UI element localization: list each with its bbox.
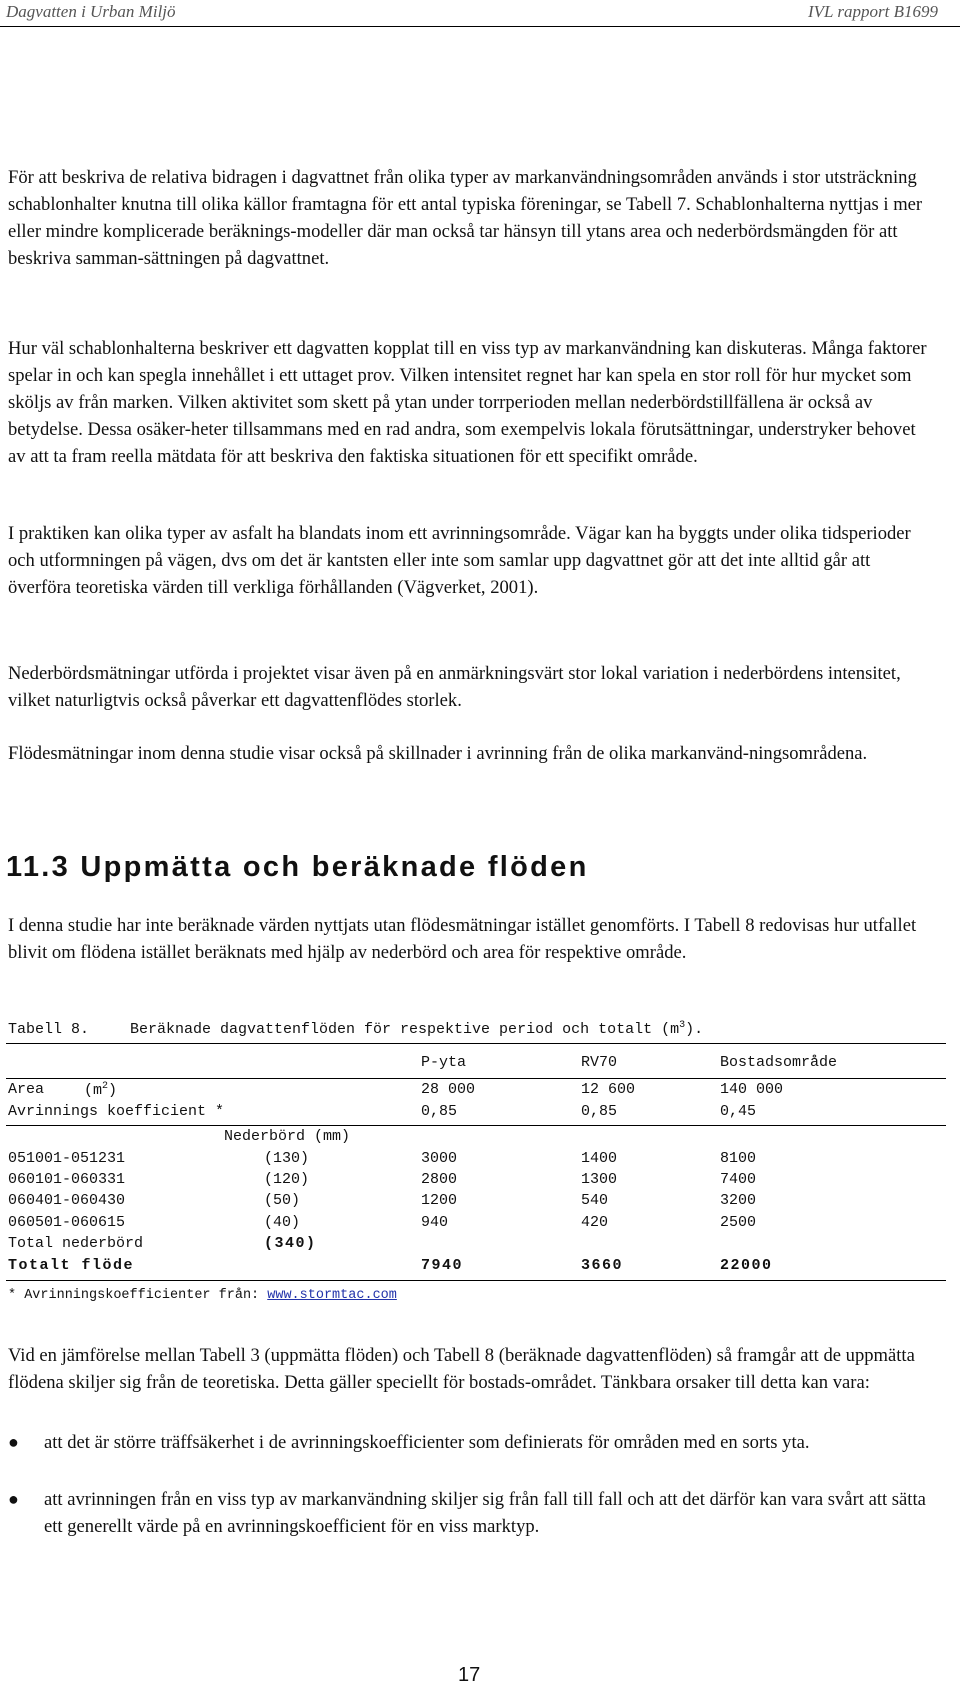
period-row-4: 060501-060615 — [8, 1214, 126, 1231]
bullet-item-2: att avrinningen från en viss typ av markanvändning skiljer sig från fall till fall och att det därför kan vara svårt att sätta ett generellt värde på en avrinningskoefficient för en viss marktyp. — [44, 1489, 926, 1537]
total-flow-p-yta: 7940 — [421, 1257, 464, 1274]
precip-row-2: (120) — [264, 1171, 310, 1188]
precip-header: Nederbörd (mm) — [224, 1128, 351, 1145]
total-flow-label: Totalt flöde — [8, 1257, 135, 1274]
paragraph-comparison: Vid en jämförelse mellan Tabell 3 (uppmätta flöden) och Tabell 8 (beräknade dagvattenflöden) så framgår att de uppmätta flödena skiljer sig från de teoretiska. Detta gäller speciellt för bostads-området. Tänkbara orsaker till detta kan vara: — [8, 1345, 915, 1393]
bostad-row-4: 2500 — [720, 1214, 757, 1231]
bostad-row-3: 3200 — [720, 1192, 757, 1209]
table-caption-end: ). — [685, 1021, 704, 1038]
total-flow-bostadsomrade: 22000 — [720, 1257, 773, 1274]
table-header-rule — [6, 1078, 946, 1079]
p-yta-row-4: 940 — [421, 1214, 449, 1231]
rv70-row-1: 1400 — [581, 1150, 618, 1167]
rv70-row-2: 1300 — [581, 1171, 618, 1188]
precip-row-1: (130) — [264, 1150, 310, 1167]
total-precip-value: (340) — [264, 1235, 317, 1252]
period-row-2: 060101-060331 — [8, 1171, 126, 1188]
table-caption-text: Beräknade dagvattenflöden för respektive period och totalt (m — [130, 1021, 680, 1038]
area-unit: $(m^2)$ — [84, 1081, 118, 1099]
paragraph-schablonhalter: För att beskriva de relativa bidragen i dagvattnet från olika typer av markanvändningsområden används i stor utsträckning schablonhalter knutna till olika källor framtagna för ett antal typiska föreningar, se Tabell 7. Schablonhalterna nyttjas i mer eller mindre komplicerade beräknings-modeller där man också tar hänsyn till ytans area och nederbördsmängden för att beskriva samman-sättningen på dagvattnet. — [8, 167, 923, 269]
coef-label: Avrinnings koefficient * — [8, 1103, 225, 1120]
bullet-icon: ● — [8, 1432, 19, 1452]
header-title: Dagvatten i Urban Miljö — [6, 2, 176, 21]
area-p-yta: 28 000 — [421, 1081, 476, 1098]
paragraph-precipitation: Nederbördsmätningar utförda i projektet visar även på en anmärkningsvärt stor lokal variation i nederbördens intensitet, vilket naturligtvis också påverkar ett dagvattenflödes storlek. — [8, 663, 901, 711]
section-heading: 11.3 Uppmätta och beräknade flöden — [6, 851, 589, 883]
table-caption-number: Tabell 8. — [8, 1021, 90, 1038]
rv70-row-3: 540 — [581, 1192, 609, 1209]
bullet-icon: ● — [8, 1489, 19, 1509]
stormtac-link[interactable]: www.stormtac.com — [267, 1288, 397, 1303]
precip-row-3: (50) — [264, 1192, 301, 1209]
area-label: Area — [8, 1081, 45, 1098]
bullet-item-1: att det är större träffsäkerhet i de avrinningskoefficienter som definierats för områden med en sorts yta. — [44, 1432, 810, 1453]
p-yta-row-3: 1200 — [421, 1192, 458, 1209]
col-header-p-yta: P-yta — [421, 1054, 467, 1071]
col-header-bostadsomrade: Bostadsområde — [720, 1054, 838, 1071]
table-top-rule — [6, 1043, 946, 1044]
coef-bostadsomrade: 0,45 — [720, 1103, 757, 1120]
table-bottom-rule — [6, 1280, 946, 1281]
paragraph-flow-measurements: Flödesmätningar inom denna studie visar också på skillnader i avrinning från de olika markanvänd-ningsområdena. — [8, 743, 868, 764]
running-header — [0, 0, 960, 27]
col-header-rv70: RV70 — [581, 1054, 618, 1071]
period-row-1: 051001-051231 — [8, 1150, 126, 1167]
coef-rv70: 0,85 — [581, 1103, 618, 1120]
header-report-number: IVL rapport B1699 — [807, 2, 938, 21]
paragraph-discussion: Hur väl schablonhalterna beskriver ett dagvatten kopplat till en viss typ av markanvändning kan diskuteras. Många faktorer spelar in och kan spegla innehållet i ett uttaget prov. Vilken intensitet regnet har kan spela en stor roll för hur mycket som sköljs av från marken. Vilken aktivitet som skett på ytan under torrperioden mellan nederbördstillfällena är också av betydelse. Dessa osäker-heter tillsammans med en rad andra, som exempelvis lokala förutsättningar, understryker behovet av att ta fram reella mätdata för att beskriva den faktiska situationen för ett specifikt område. — [8, 338, 927, 467]
table-footnote: * Avrinningskoefficienter från: www.stormtac.com — [8, 1288, 397, 1303]
table-mid-rule — [6, 1125, 946, 1126]
rv70-row-4: 420 — [581, 1214, 609, 1231]
area-bostadsomrade: 140 000 — [720, 1081, 784, 1098]
paragraph-asphalt: I praktiken kan olika typer av asfalt ha blandats inom ett avrinningsområde. Vägar kan ha byggts under olika tidsperioder och utformningen på vägen, dvs om det är kantsten eller inte som samlar upp dagvattnet gör att det inte alltid går att överföra teoretiska värden till verkliga förhållanden (Vägverket, 2001). — [8, 523, 911, 598]
table-caption — [8, 1020, 703, 1038]
paragraph-calculated-flows: I denna studie har inte beräknade värden nyttjats utan flödesmätningar istället genomförts. I Tabell 8 redovisas hur utfallet blivit om flödena istället beräknats med hjälp av nederbörd och area för respektive område. — [8, 915, 917, 963]
period-row-3: 060401-060430 — [8, 1192, 126, 1209]
total-flow-rv70: 3660 — [581, 1257, 624, 1274]
area-rv70: 12 600 — [581, 1081, 636, 1098]
precip-row-4: (40) — [264, 1214, 301, 1231]
table-caption-sup: 3 — [679, 1020, 686, 1031]
p-yta-row-2: 2800 — [421, 1171, 458, 1188]
bostad-row-1: 8100 — [720, 1150, 757, 1167]
coef-p-yta: 0,85 — [421, 1103, 458, 1120]
p-yta-row-1: 3000 — [421, 1150, 458, 1167]
bostad-row-2: 7400 — [720, 1171, 757, 1188]
total-precip-label: Total nederbörd — [8, 1235, 144, 1252]
page-number: 17 — [458, 1664, 481, 1686]
